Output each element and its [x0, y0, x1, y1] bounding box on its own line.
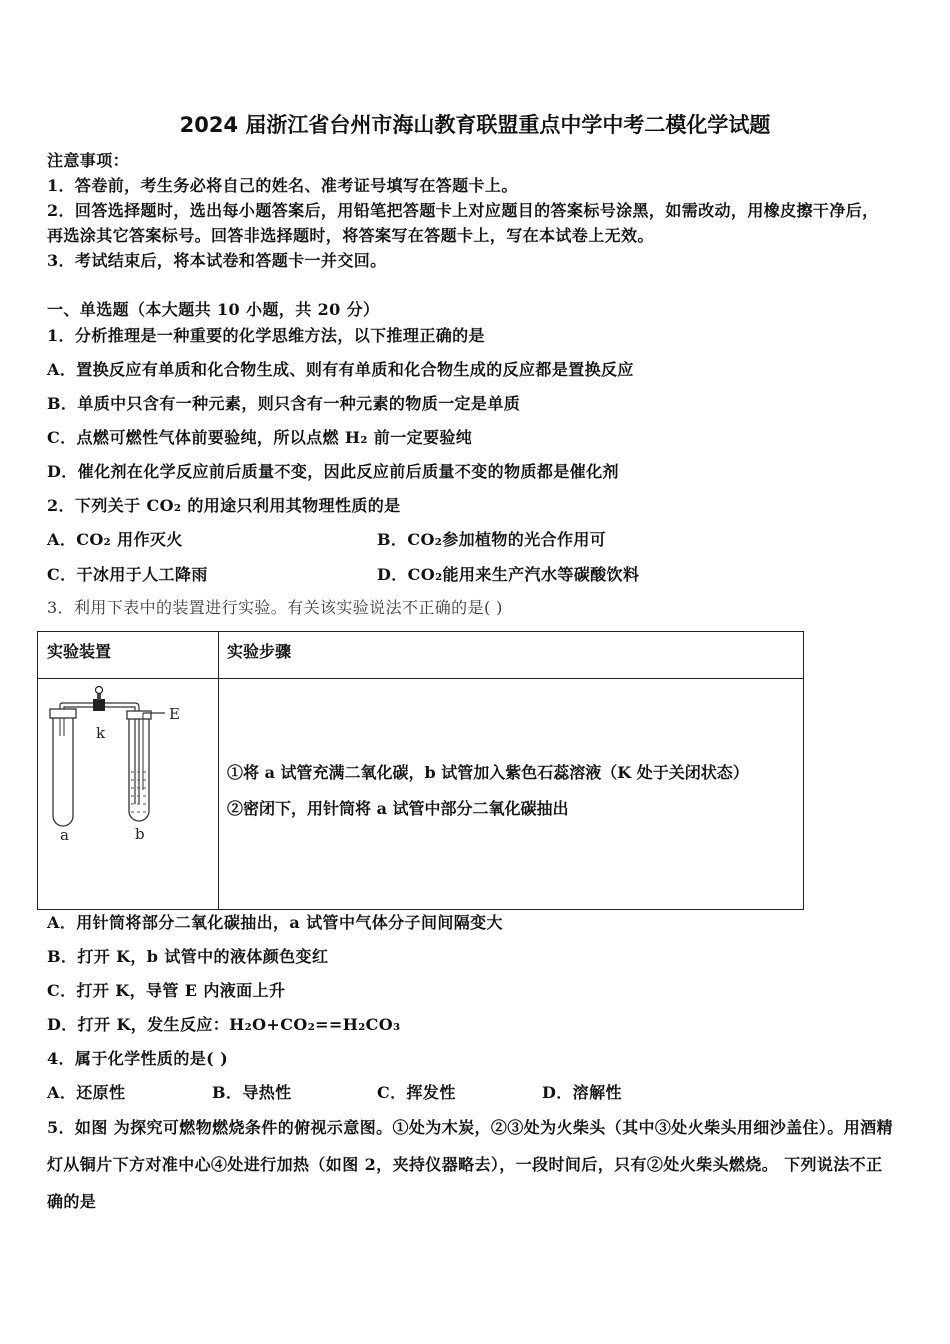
valve-k-knob: [96, 687, 103, 694]
notes-heading: 注意事项：: [47, 151, 130, 170]
q3-option-d: D．打开 K，发生反应：H₂O+CO₂==H₂CO₃: [47, 1015, 401, 1034]
table-column-divider: [218, 632, 219, 909]
experiment-table: [37, 631, 804, 910]
table-header-divider: [38, 678, 803, 679]
q3-option-a: A．用针筒将部分二氧化碳抽出，a 试管中气体分子间间隔变大: [47, 913, 503, 932]
q1-option-d: D．催化剂在化学反应前后质量不变，因此反应前后质量不变的物质都是催化剂: [47, 462, 619, 481]
q5-stem-line-2: 灯从铜片下方对准中心④处进行加热（如图 2，夹持仪器略去），一段时间后，只有②处火柴头燃烧。 下列说法不正: [47, 1155, 883, 1174]
label-e: E: [169, 705, 180, 723]
valve-k: [93, 699, 105, 711]
connecting-tube-lower: [64, 707, 135, 804]
q5-stem-line-1: 5．如图 为探究可燃物燃烧条件的俯视示意图。①处为木炭，②③处为火柴头（其中③处火柴头用细沙盖住）。用酒精: [47, 1118, 893, 1137]
q3-option-b: B．打开 K，b 试管中的液体颜色变红: [47, 947, 329, 966]
label-k: k: [96, 724, 106, 742]
notes-line-2-cont: 再选涂其它答案标号。回答非选择题时，将答案写在答题卡上，写在本试卷上无效。: [47, 226, 654, 245]
q1-stem: 1．分析推理是一种重要的化学思维方法，以下推理正确的是: [47, 326, 485, 345]
table-header-apparatus: 实验装置: [47, 642, 112, 661]
notes-line-1: 1．答卷前，考生务必将自己的姓名、准考证号填写在答题卡上。: [47, 176, 518, 195]
table-step-2: ②密闭下，用针筒将 a 试管中部分二氧化碳抽出: [227, 799, 569, 818]
label-b: b: [135, 825, 145, 843]
page-title: 2024 届浙江省台州市海山教育联盟重点中学中考二模化学试题: [179, 113, 771, 137]
section-heading: 一、单选题（本大题共 10 小题，共 20 分）: [47, 300, 380, 319]
q1-option-b: B．单质中只含有一种元素，则只含有一种元素的物质一定是单质: [47, 394, 521, 413]
test-tube-a: [53, 717, 73, 826]
q4-option-a: A．还原性: [47, 1083, 126, 1102]
q2-option-d: D．CO₂能用来生产汽水等碳酸饮料: [377, 565, 640, 584]
q1-option-a: A．置换反应有单质和化合物生成、则有有单质和化合物生成的反应都是置换反应: [47, 360, 634, 379]
stopper-a: [50, 709, 76, 718]
q2-option-c: C．干冰用于人工降雨: [47, 565, 208, 584]
q5-stem-line-3: 确的是: [47, 1192, 97, 1211]
table-header-steps: 实验步骤: [227, 642, 292, 661]
q2-option-b: B．CO₂参加植物的光合作用可: [377, 530, 607, 549]
q4-stem: 4．属于化学性质的是( ): [47, 1049, 229, 1068]
q4-option-c: C．挥发性: [377, 1083, 456, 1102]
q3-stem: 3．利用下表中的装置进行实验。有关该实验说法不正确的是( ): [47, 598, 503, 617]
table-step-1: ①将 a 试管充满二氧化碳，b 试管加入紫色石蕊溶液（K 处于关闭状态）: [227, 763, 749, 782]
stopper-b: [127, 711, 151, 719]
q2-option-a: A．CO₂ 用作灭火: [47, 530, 183, 549]
label-a: a: [60, 826, 69, 844]
q2-stem: 2．下列关于 CO₂ 的用途只利用其物理性质的是: [47, 496, 401, 515]
notes-line-3: 3．考试结束后，将本试卷和答题卡一并交回。: [47, 251, 387, 270]
q3-option-c: C．打开 K，导管 E 内液面上升: [47, 981, 286, 1000]
q4-option-b: B．导热性: [212, 1083, 292, 1102]
q1-option-c: C．点燃可燃性气体前要验纯，所以点燃 H₂ 前一定要验纯: [47, 428, 473, 447]
q4-option-d: D．溶解性: [542, 1083, 622, 1102]
apparatus-diagram: [39, 680, 217, 908]
notes-line-2: 2．回答选择题时，选出每小题答案后，用铅笔把答题卡上对应题目的答案标号涂黑，如需改动，用橡皮擦干净后，: [47, 201, 879, 220]
